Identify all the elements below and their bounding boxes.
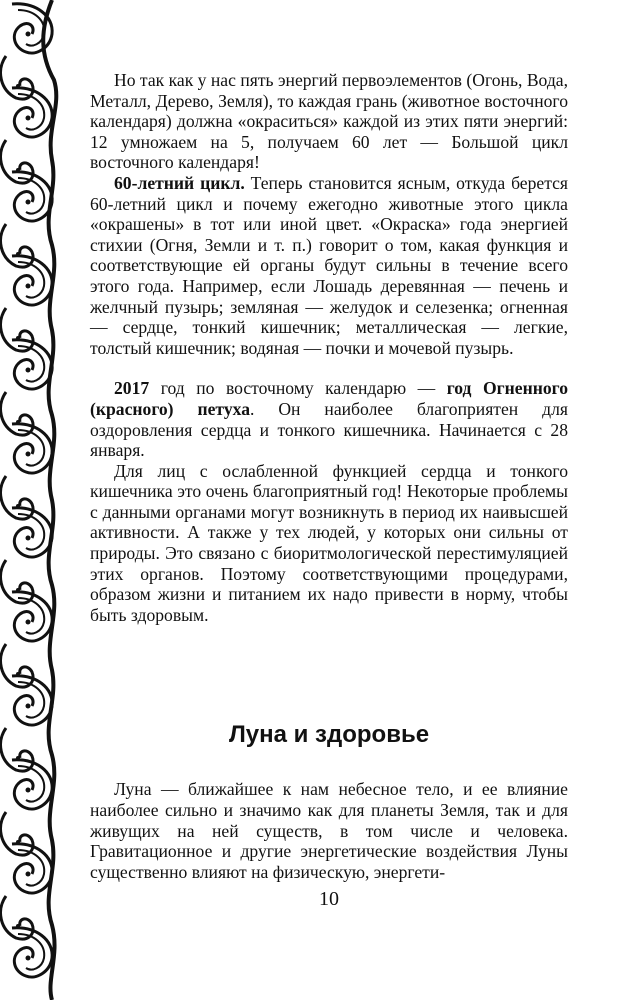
paisley-border	[0, 0, 62, 1000]
paragraph-1: Но так как у нас пять энергий первоэлементов (Огонь, Вода, Металл, Дерево, Земля), то каждая грань (животное восточного календаря) должна «окраситься» каждой из этих пяти энергий: 12 умножаем на 5, получаем 60 лет — Большой цикл восточного календаря!	[90, 70, 568, 173]
term-60-year-cycle: 60-летний цикл.	[114, 172, 245, 193]
section-heading: Луна и здоровье	[228, 721, 430, 749]
section-paragraph: Луна — ближайшее к нам небесное тело, и ее влияние наиболее сильно и значимо как для планеты Земля, так и для живущих на ней существ, в том числе и человека. Гравитационное и другие энергетические воздействия Луны существенно влияют на физическую, энергети-	[90, 779, 568, 882]
paragraph-4: Для лиц с ослабленной функцией сердца и тонкого кишечника это очень благоприятный год! Некоторые проблемы с данными органами могут возникнуть в период их наивысшей активности. А также у тех людей, у которых они сильны от природы. Это связано с биоритмологической перестимуляцией этих органов. Поэтому соответствующими процедурами, образом жизни и питанием их надо привести в норму, чтобы быть здоровым.	[90, 460, 568, 625]
paragraph-3: 2017 год по восточному календарю — год Огненного (красного) петуха. Он наиболее благоприятен для оздоровления сердца и тонкого кишечника. Начинается с 28 января.	[90, 378, 568, 461]
fire-rooster-year: год Огненного (красного) петуха	[90, 378, 568, 419]
main-text	[90, 70, 568, 882]
paragraph-2: 60-летний цикл. Теперь становится ясным, откуда берется 60-летний цикл и почему ежегодно животные этого цикла «окрашены» в тот или иной цвет. «Окраска» года энергией стихии (Огня, Земли и т. п.) говорит о том, какая функция и соответствующие ей органы будут сильны в течение всего этого года. Например, если Лошадь деревянная — печень и желчный пузырь; земляная — желудок и селезенка; огненная — сердце, тонкий кишечник; металлическая — легкие, толстый кишечник; водяная — почки и мочевой пузырь.	[90, 172, 569, 358]
page-number: 10	[319, 888, 339, 910]
year-2017: 2017	[114, 378, 150, 399]
